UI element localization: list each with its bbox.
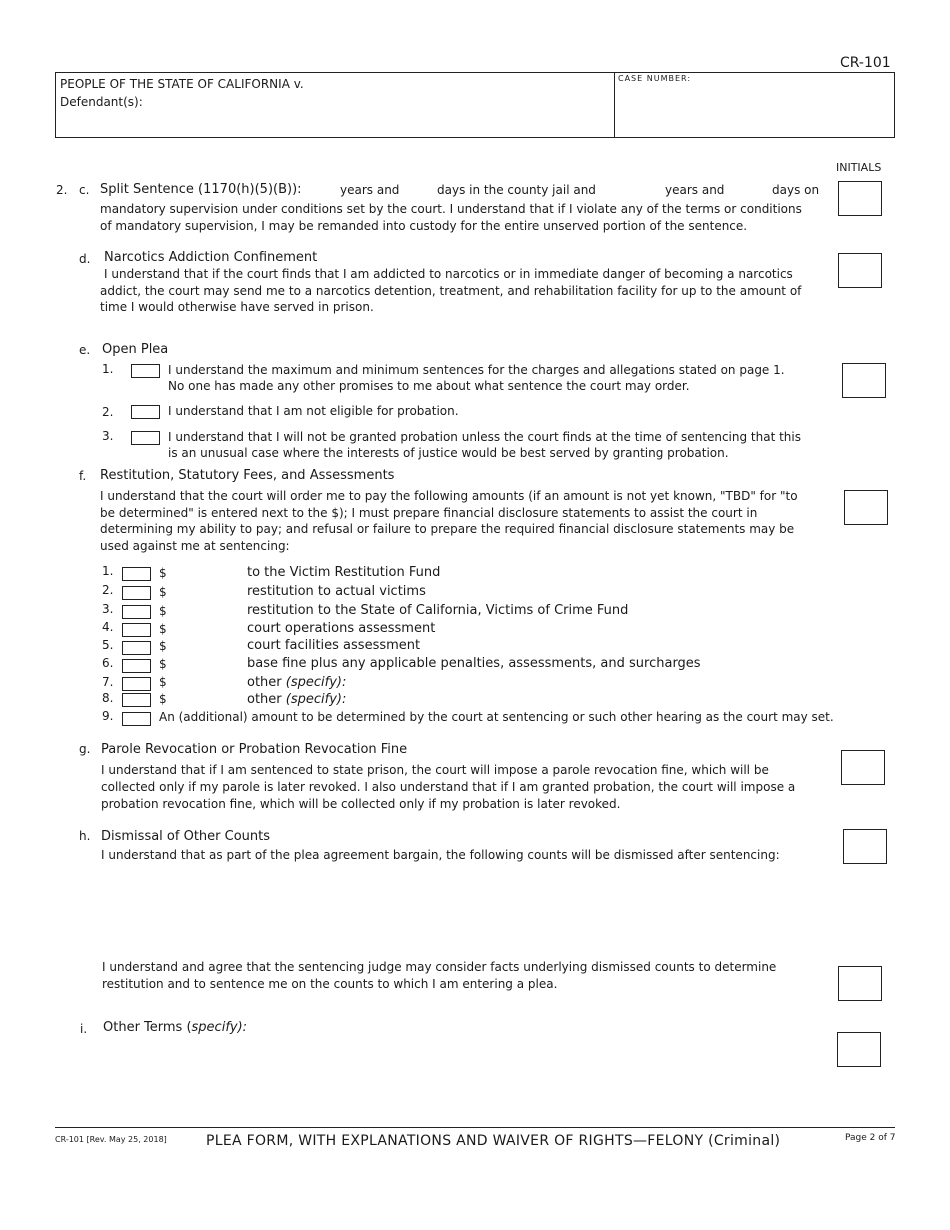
f-item-2-label: restitution to actual victims: [247, 584, 426, 599]
item-f-line3: determining my ability to pay; and refusal or failure to prepare the required financial disclosure statements may be: [100, 522, 795, 536]
initials-box-f[interactable]: [844, 490, 888, 525]
f-item-4-num: 4.: [102, 620, 114, 634]
f-item-8-label: [247, 691, 346, 708]
initials-box-h-agree[interactable]: [838, 966, 882, 1001]
f-item-4-checkbox[interactable]: [122, 623, 151, 637]
item-c-blank4: days on: [772, 183, 820, 197]
item-g-title: Parole Revocation or Probation Revocation Fine: [101, 742, 408, 757]
e-item-3-checkbox[interactable]: [131, 431, 160, 445]
item-i-title-text: Other Terms (: [103, 1020, 192, 1035]
initials-box-i[interactable]: [837, 1032, 881, 1067]
f-item-1-num: 1.: [102, 564, 114, 578]
item-d-line1: I understand that if the court finds that I am addicted to narcotics or in immediate danger of becoming a narcotics: [104, 267, 793, 281]
f-item-7-label: [247, 674, 346, 691]
initials-box-h[interactable]: [843, 829, 887, 864]
item-c-blank1: years and: [340, 183, 400, 197]
item-f-letter: f.: [79, 469, 87, 483]
caption-people: PEOPLE OF THE STATE OF CALIFORNIA v.: [60, 77, 304, 91]
f-item-7-specify: (specify):: [285, 675, 347, 690]
f-item-5-num: 5.: [102, 638, 114, 652]
f-item-3-checkbox[interactable]: [122, 605, 151, 619]
e-item-1-line1: I understand the maximum and minimum sentences for the charges and allegations stated on page 1.: [168, 363, 785, 377]
f-item-9-checkbox[interactable]: [122, 712, 151, 726]
f-item-6-num: 6.: [102, 656, 114, 670]
item-g-line2: collected only if my parole is later revoked. I also understand that if I am granted probation, the court will impose a: [101, 780, 796, 794]
f-item-2-num: 2.: [102, 583, 114, 597]
f-item-6-checkbox[interactable]: [122, 659, 151, 673]
footer-page: Page 2 of 7: [845, 1133, 896, 1143]
footer-rule: [55, 1127, 895, 1128]
item-g-letter: g.: [79, 742, 91, 756]
f-item-8-label-text: other: [247, 692, 282, 707]
footer-rev: CR-101 [Rev. May 25, 2018]: [55, 1135, 167, 1144]
e-item-2-checkbox[interactable]: [131, 405, 160, 419]
item-c-line2: mandatory supervision under conditions set by the court. I understand that if I violate any of the terms or conditions: [100, 202, 802, 216]
item-f-line1: I understand that the court will order me to pay the following amounts (if an amount is not yet known, "TBD" for "to: [100, 489, 798, 503]
e-item-1-num: 1.: [102, 362, 114, 376]
f-item-1-checkbox[interactable]: [122, 567, 151, 581]
item-f-title: Restitution, Statutory Fees, and Assessments: [100, 468, 395, 483]
item-e-letter: e.: [79, 343, 91, 357]
f-item-4-dollar: $: [159, 622, 167, 636]
f-item-1-label: to the Victim Restitution Fund: [247, 565, 441, 580]
caption-box: [55, 72, 895, 138]
item-c-blank2: days in the county jail and: [437, 183, 596, 197]
f-item-2-checkbox[interactable]: [122, 586, 151, 600]
footer-title: PLEA FORM, WITH EXPLANATIONS AND WAIVER OF RIGHTS—FELONY (Criminal): [206, 1133, 781, 1149]
f-item-5-label: court facilities assessment: [247, 638, 421, 653]
item-c-letter: c.: [79, 183, 90, 197]
f-item-6-label: base fine plus any applicable penalties, assessments, and surcharges: [247, 656, 701, 671]
e-item-3-num: 3.: [102, 429, 114, 443]
f-item-6-dollar: $: [159, 657, 167, 671]
f-item-2-dollar: $: [159, 585, 167, 599]
f-item-1-dollar: $: [159, 566, 167, 580]
item-d-letter: d.: [79, 252, 91, 266]
f-item-8-num: 8.: [102, 691, 114, 705]
f-item-9-text: An (additional) amount to be determined by the court at sentencing or such other hearing as the court may set.: [159, 710, 834, 724]
f-item-7-checkbox[interactable]: [122, 677, 151, 691]
item-i-letter: i.: [80, 1022, 88, 1036]
item-g-line3: probation revocation fine, which will be collected only if my probation is later revoked.: [101, 797, 621, 811]
initials-box-g[interactable]: [841, 750, 885, 785]
item-c-title: Split Sentence (1170(h)(5)(B)):: [100, 182, 302, 197]
item-g-line1: I understand that if I am sentenced to state prison, the court will impose a parole revocation fine, which will be: [101, 763, 769, 777]
f-item-7-label-text: other: [247, 675, 282, 690]
item-d-line2: addict, the court may send me to a narcotics detention, treatment, and rehabilitation facility for up to the amount of: [100, 284, 802, 298]
item-c-blank3: years and: [665, 183, 725, 197]
item-h-agree1: I understand and agree that the sentencing judge may consider facts underlying dismissed counts to determine: [102, 960, 777, 974]
f-item-7-num: 7.: [102, 675, 114, 689]
initials-box-d[interactable]: [838, 253, 882, 288]
initials-label: INITIALS: [836, 161, 882, 174]
item-h-title: Dismissal of Other Counts: [101, 829, 271, 844]
f-item-8-checkbox[interactable]: [122, 693, 151, 707]
f-item-8-specify: (specify):: [285, 692, 347, 707]
item-h-line1: I understand that as part of the plea agreement bargain, the following counts will be dismissed after sentencing:: [101, 848, 780, 862]
f-item-8-dollar: $: [159, 692, 167, 706]
case-number-label: CASE NUMBER:: [618, 74, 692, 83]
f-item-3-dollar: $: [159, 604, 167, 618]
f-item-9-num: 9.: [102, 709, 114, 723]
item-h-letter: h.: [79, 829, 91, 843]
f-item-3-label: restitution to the State of California, Victims of Crime Fund: [247, 603, 629, 618]
e-item-2-line1: I understand that I am not eligible for probation.: [168, 404, 459, 418]
item-d-title: Narcotics Addiction Confinement: [104, 250, 318, 265]
e-item-3-line1: I understand that I will not be granted probation unless the court finds at the time of sentencing that this: [168, 430, 801, 444]
initials-box-c[interactable]: [838, 181, 882, 216]
item-f-line4: used against me at sentencing:: [100, 539, 290, 553]
f-item-3-num: 3.: [102, 602, 114, 616]
item-i-title: [103, 1019, 247, 1036]
section-number: 2.: [56, 183, 68, 197]
f-item-5-checkbox[interactable]: [122, 641, 151, 655]
f-item-7-dollar: $: [159, 675, 167, 689]
e-item-2-num: 2.: [102, 405, 114, 419]
f-item-5-dollar: $: [159, 639, 167, 653]
caption-divider: [614, 73, 615, 137]
item-i-specify: specify):: [191, 1020, 248, 1035]
initials-box-e[interactable]: [842, 363, 886, 398]
defendant-label: Defendant(s):: [60, 95, 143, 109]
item-f-line2: be determined" is entered next to the $); I must prepare financial disclosure statements to assist the court in: [100, 506, 758, 520]
item-e-title: Open Plea: [102, 342, 169, 357]
e-item-1-checkbox[interactable]: [131, 364, 160, 378]
item-h-agree2: restitution and to sentence me on the counts to which I am entering a plea.: [102, 977, 558, 991]
item-c-line3: of mandatory supervision, I may be remanded into custody for the entire unserved portion of the sentence.: [100, 219, 748, 233]
form-id: CR-101: [840, 55, 891, 71]
item-d-line3: time I would otherwise have served in prison.: [100, 300, 374, 314]
f-item-4-label: court operations assessment: [247, 621, 436, 636]
e-item-1-line2: No one has made any other promises to me about what sentence the court may order.: [168, 379, 690, 393]
e-item-3-line2: is an unusual case where the interests of justice would be best served by granting probation.: [168, 446, 729, 460]
